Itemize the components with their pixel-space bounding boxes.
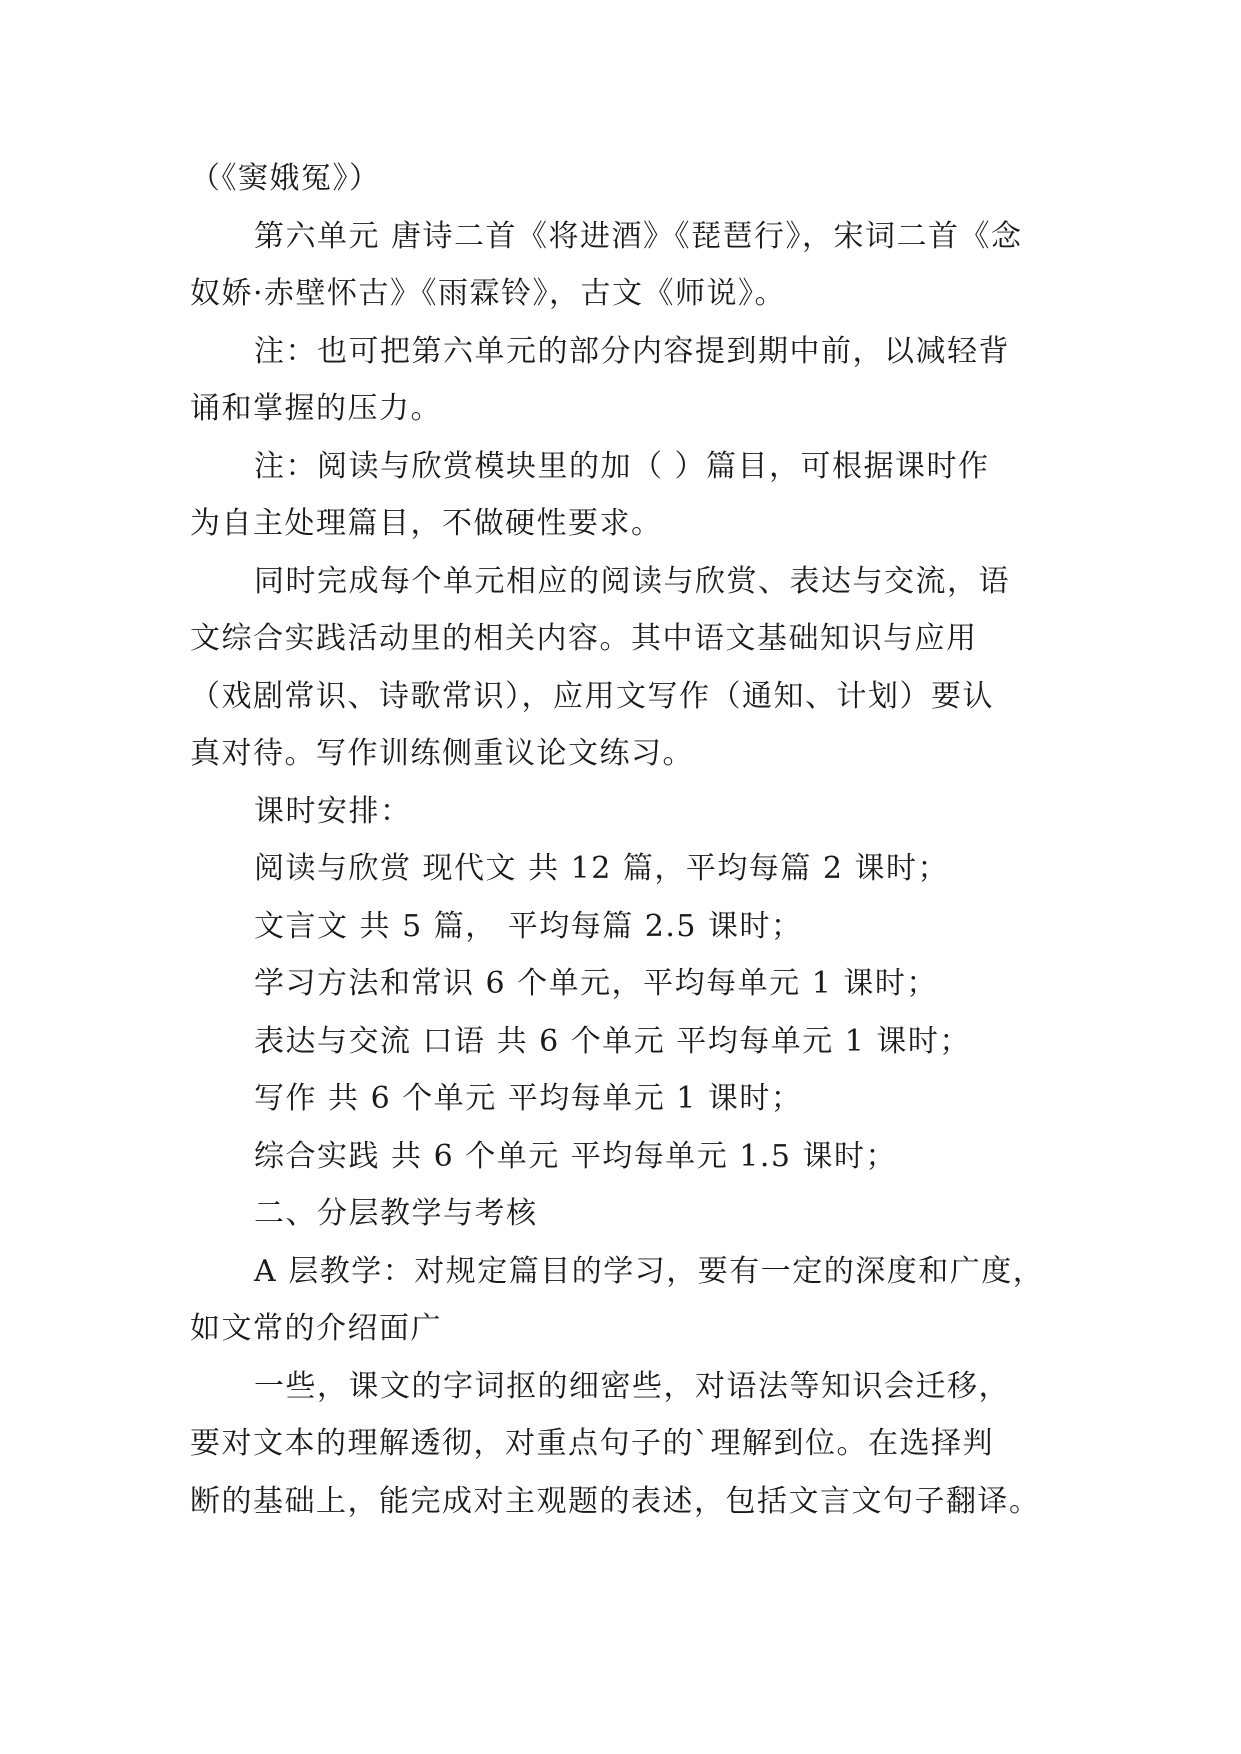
text-line-5: 诵和掌握的压力。 — [190, 391, 442, 426]
text-line-12: 课时安排： — [254, 793, 412, 829]
text-line-23: 要对文本的理解透彻，对重点句子的`理解到位。在选择判 — [190, 1426, 994, 1461]
text-line-20: A 层教学：对规定篇目的学习，要有一定的深度和广度， — [254, 1253, 1045, 1289]
text-line-4: 注：也可把第六单元的部分内容提到期中前，以减轻背 — [254, 333, 1010, 369]
text-line-24: 断的基础上，能完成对主观题的表述，包括文言文句子翻译。 — [190, 1483, 1041, 1519]
text-line-13: 阅读与欣赏 现代文 共 12 篇，平均每篇 2 课时； — [254, 851, 949, 886]
text-line-15: 学习方法和常识 6 个单元，平均每单元 1 课时； — [254, 966, 938, 1001]
text-line-7: 为自主处理篇目，不做硬性要求。 — [190, 506, 663, 541]
text-line-8: 同时完成每个单元相应的阅读与欣赏、表达与交流，语 — [254, 563, 1010, 599]
text-line-2: 第六单元 唐诗二首《将进酒》《琵琶行》，宋词二首《念 — [254, 218, 1023, 254]
text-line-9: 文综合实践活动里的相关内容。其中语文基础知识与应用 — [190, 621, 978, 656]
document-page — [190, 150, 1050, 1530]
text-line-19: 二、分层教学与考核 — [254, 1196, 538, 1231]
text-line-1: （《窦娥冤》） — [190, 161, 381, 196]
text-line-18: 综合实践 共 6 个单元 平均每单元 1.5 课时； — [254, 1138, 898, 1174]
text-line-16: 表达与交流 口语 共 6 个单元 平均每单元 1 课时； — [254, 1023, 971, 1059]
text-line-14: 文言文 共 5 篇， 平均每篇 2.5 课时； — [254, 908, 803, 944]
text-line-21: 如文常的介绍面广 — [190, 1311, 442, 1346]
text-line-3: 奴娇·赤壁怀古》《雨霖铃》，古文《师说》。 — [190, 276, 787, 311]
text-line-6: 注：阅读与欣赏模块里的加（ ）篇目，可根据课时作 — [254, 448, 990, 484]
text-line-10: （戏剧常识、诗歌常识），应用文写作（通知、计划）要认 — [190, 678, 994, 714]
text-line-11: 真对待。写作训练侧重议论文练习。 — [190, 736, 694, 771]
text-line-22: 一些，课文的字词抠的细密些，对语法等知识会迁移， — [254, 1368, 1010, 1404]
text-line-17: 写作 共 6 个单元 平均每单元 1 课时； — [254, 1081, 803, 1116]
